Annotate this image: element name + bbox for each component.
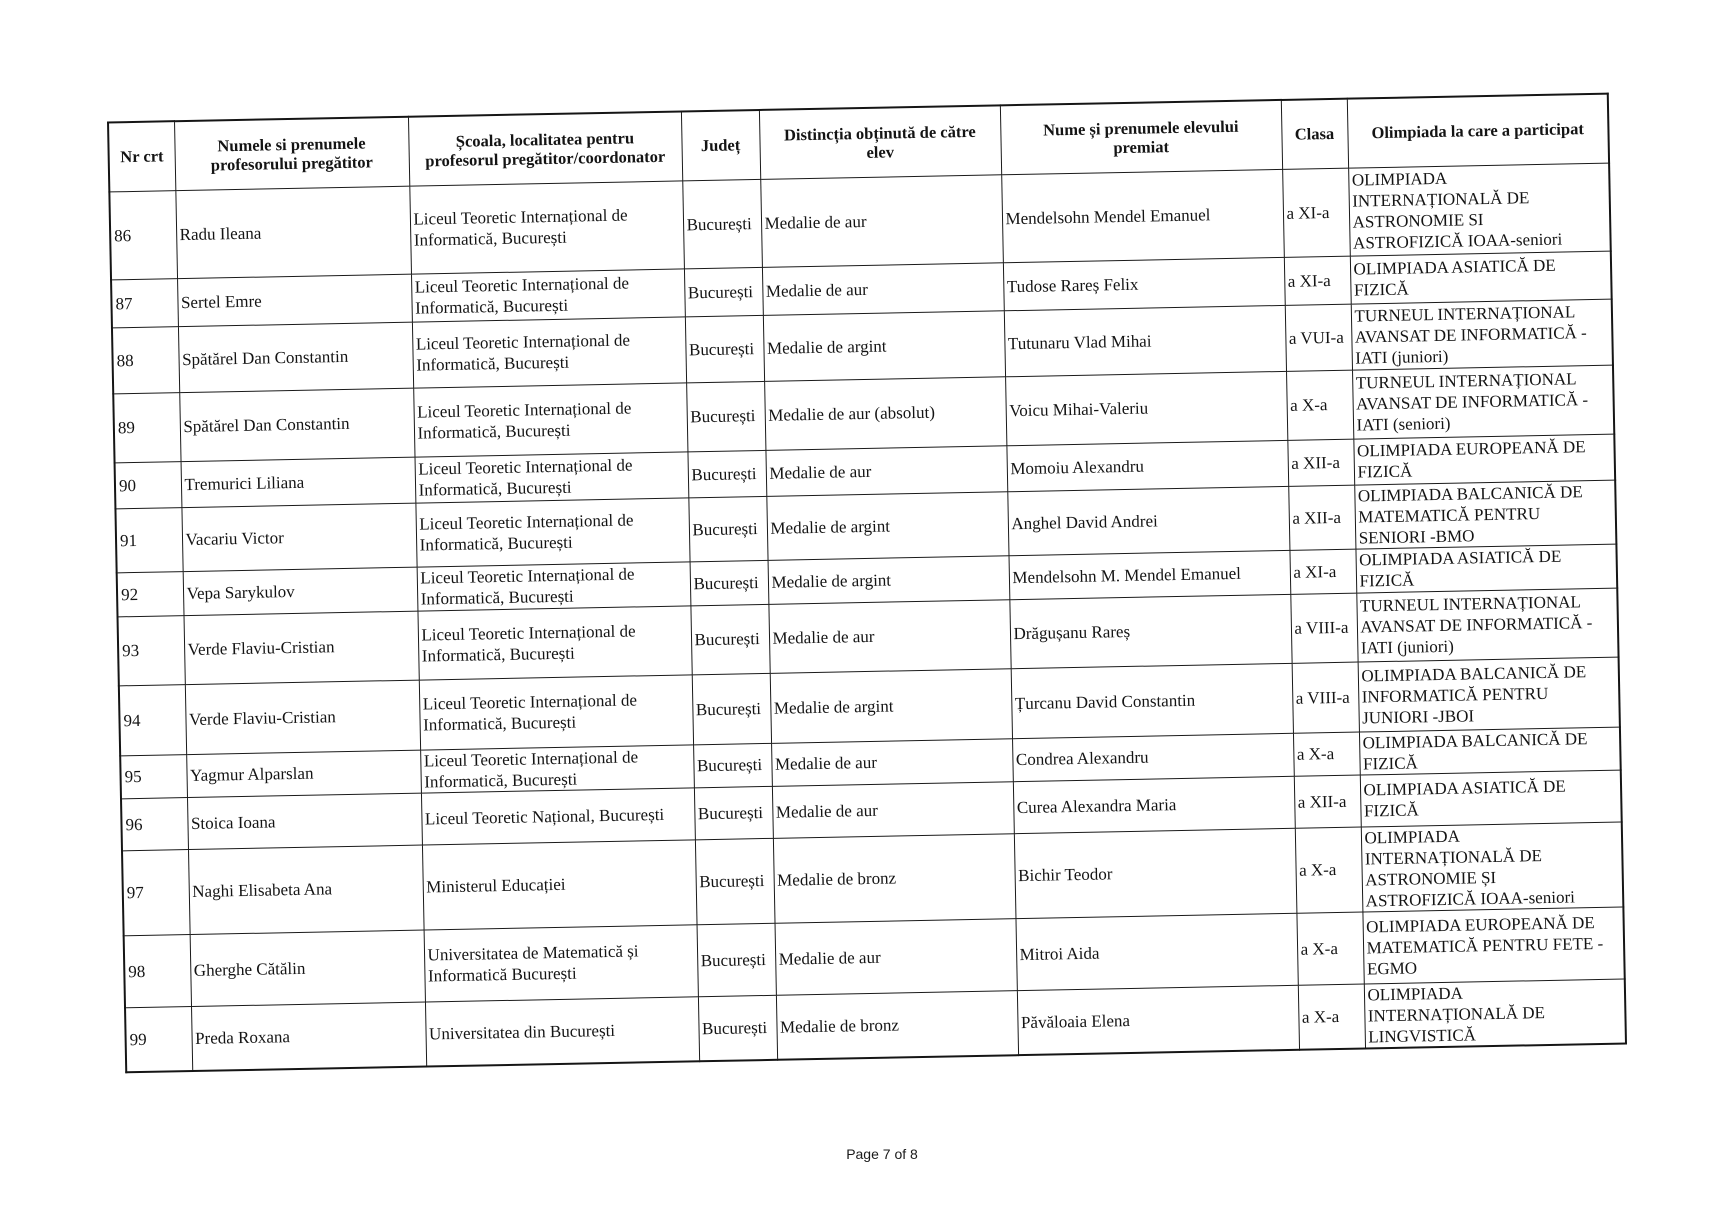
cell-judet: București (692, 673, 771, 744)
cell-elev: Mendelsohn M. Mendel Emanuel (1008, 550, 1290, 599)
cell-judet: București (690, 560, 769, 605)
cell-olimpiada: OLIMPIADA EUROPEANĂ DE MATEMATICĂ PENTRU FETE - EGMO (1362, 907, 1624, 984)
header-scoala: Școala, localitatea pentru profesorul pregătitor/coordonator (408, 111, 682, 185)
table-body (109, 163, 1626, 1072)
cell-distinctie: Medalie de aur (absolut) (764, 376, 1006, 450)
cell-judet: București (693, 743, 772, 787)
cell-nr: 91 (115, 507, 182, 572)
cell-judet: București (685, 315, 764, 382)
cell-nr: 96 (121, 797, 188, 850)
cell-distinctie: Medalie de bronz (773, 833, 1016, 923)
cell-profesor: Radu Ileana (175, 186, 411, 278)
cell-clasa: a X-a (1298, 984, 1365, 1050)
results-table (107, 93, 1627, 1073)
cell-distinctie: Medalie de argint (770, 668, 1012, 743)
cell-clasa: a VIII-a (1292, 662, 1359, 733)
cell-olimpiada: OLIMPIADA BALCANICĂ DE FIZICĂ (1359, 727, 1621, 775)
cell-distinctie: Medalie de argint (768, 555, 1010, 604)
cell-scoala: Liceul Teoretic Național, București (421, 787, 695, 844)
cell-elev: Tutunaru Vlad Mihai (1004, 305, 1286, 376)
cell-olimpiada: OLIMPIADA BALCANICĂ DE MATEMATICĂ PENTRU SENIORI -BMO (1354, 480, 1616, 549)
cell-profesor: Naghi Elisabeta Ana (188, 845, 424, 934)
cell-elev: Anghel David Andrei (1007, 486, 1289, 555)
cell-elev: Condrea Alexandru (1012, 733, 1294, 781)
header-distinctie: Distincția obținută de către elev (759, 105, 1001, 179)
cell-distinctie: Medalie de aur (765, 445, 1007, 496)
cell-profesor: Vepa Sarykulov (183, 567, 418, 615)
cell-profesor: Spătărel Dan Constantin (178, 322, 413, 392)
cell-scoala: Liceul Teoretic Internațional de Informatică, București (415, 497, 689, 566)
cell-clasa: a XI-a (1284, 256, 1351, 305)
header-profesor: Numele si prenumele profesorului pregătitor (174, 117, 409, 190)
header-nr-crt: Nr crt (108, 121, 175, 191)
cell-elev: Tudose Rareș Felix (1003, 257, 1285, 310)
cell-nr: 95 (120, 754, 187, 798)
cell-scoala: Liceul Teoretic Internațional de Informatică, București (420, 744, 694, 792)
cell-scoala: Liceul Teoretic Internațional de Informatică, București (419, 674, 693, 749)
cell-olimpiada: OLIMPIADA EUROPEANĂ DE FIZICĂ (1353, 434, 1615, 485)
cell-profesor: Gherghe Cătălin (190, 930, 425, 1006)
cell-olimpiada: OLIMPIADA BALCANICĂ DE INFORMATICĂ PENTRU JUNIORI -JBOI (1358, 657, 1620, 732)
cell-nr: 92 (117, 571, 184, 616)
cell-clasa: a X-a (1296, 912, 1363, 985)
cell-distinctie: Medalie de aur (771, 738, 1013, 786)
cell-distinctie: Medalie de argint (763, 310, 1005, 381)
cell-profesor: Vacariu Victor (181, 503, 416, 571)
cell-elev: Păvăloaia Elena (1017, 985, 1299, 1055)
cell-judet: București (688, 496, 767, 561)
page-number: Page 7 of 8 (846, 1146, 918, 1162)
cell-scoala: Liceul Teoretic Internațional de Informatică, București (417, 561, 691, 610)
cell-clasa: a XII-a (1288, 485, 1355, 550)
cell-olimpiada: OLIMPIADA ASIATICĂ DE FIZICĂ (1355, 544, 1617, 593)
header-judet: Județ (681, 110, 760, 180)
cell-elev: Țurcanu David Constantin (1011, 663, 1293, 738)
cell-nr: 99 (125, 1006, 192, 1072)
cell-clasa: a XII-a (1294, 775, 1361, 828)
cell-clasa: a XI-a (1289, 549, 1356, 594)
cell-distinctie: Medalie de aur (768, 599, 1010, 673)
cell-profesor: Verde Flaviu-Cristian (183, 611, 418, 684)
cell-nr: 97 (122, 849, 190, 935)
cell-scoala: Liceul Teoretic Internațional de Informatică, București (417, 605, 691, 679)
cell-judet: București (697, 923, 776, 996)
cell-clasa: a VUI-a (1285, 304, 1352, 371)
cell-olimpiada: OLIMPIADA ASIATICĂ DE FIZICĂ (1360, 770, 1622, 827)
cell-olimpiada: TURNEUL INTERNAȚIONAL AVANSAT DE INFORMATICĂ - IATI (juniori) (1351, 299, 1613, 370)
cell-nr: 90 (115, 461, 182, 508)
cell-elev: Mendelsohn Mendel Emanuel (1001, 169, 1284, 262)
cell-profesor: Preda Roxana (191, 1002, 426, 1071)
cell-judet: București (682, 179, 762, 268)
cell-judet: București (687, 450, 766, 497)
cell-elev: Mitroi Aida (1015, 913, 1297, 990)
cell-nr: 98 (124, 934, 191, 1007)
cell-distinctie: Medalie de argint (766, 491, 1008, 560)
header-elev: Nume și prenumele elevului premiat (1000, 100, 1282, 174)
cell-olimpiada: TURNEUL INTERNAȚIONAL AVANSAT DE INFORMATICĂ - IATI (juniori) (1356, 588, 1618, 662)
cell-elev: Bichir Teodor (1014, 828, 1297, 918)
cell-nr: 86 (109, 190, 177, 279)
cell-distinctie: Medalie de aur (775, 918, 1017, 995)
cell-olimpiada: OLIMPIADA INTERNAȚIONALĂ DE LINGVISTICĂ (1364, 979, 1626, 1048)
cell-scoala: Liceul Teoretic Internațional de Informatică, București (411, 268, 685, 321)
cell-profesor: Sertel Emre (177, 274, 412, 326)
cell-scoala: Liceul Teoretic Internațional de Informatică, București (413, 382, 687, 456)
cell-profesor: Yagmur Alparslan (186, 750, 421, 797)
cell-distinctie: Medalie de aur (772, 781, 1014, 838)
cell-olimpiada: OLIMPIADA ASIATICĂ DE FIZICĂ (1350, 251, 1612, 304)
cell-elev: Voicu Mihai-Valeriu (1005, 371, 1287, 445)
cell-scoala: Liceul Teoretic Internațional de Informatică, București (409, 180, 684, 273)
cell-judet: București (698, 995, 777, 1061)
cell-clasa: a XII-a (1287, 439, 1354, 486)
cell-nr: 87 (111, 278, 178, 327)
cell-distinctie: Medalie de bronz (776, 990, 1018, 1059)
cell-scoala: Ministerul Educației (422, 839, 697, 929)
cell-nr: 89 (113, 392, 180, 462)
cell-profesor: Stoica Ioana (187, 793, 422, 849)
cell-judet: București (695, 838, 775, 924)
cell-profesor: Tremurici Liliana (181, 457, 416, 507)
cell-clasa: a VIII-a (1290, 593, 1357, 663)
cell-scoala: Universitatea din București (425, 996, 699, 1066)
cell-clasa: a X-a (1293, 732, 1360, 776)
cell-profesor: Spătărel Dan Constantin (179, 388, 414, 461)
cell-clasa: a X-a (1286, 370, 1353, 440)
cell-distinctie: Medalie de aur (760, 174, 1003, 267)
cell-elev: Momoiu Alexandru (1006, 440, 1288, 491)
cell-nr: 88 (112, 326, 179, 393)
header-olimpiada: Olimpiada la care a participat (1347, 94, 1609, 168)
header-clasa: Clasa (1281, 99, 1348, 169)
cell-judet: București (694, 786, 773, 839)
cell-nr: 93 (118, 615, 185, 685)
cell-judet: București (686, 381, 765, 451)
cell-olimpiada: OLIMPIADA INTERNAȚIONALĂ DE ASTRONOMIE ȘI ASTROFIZICĂ IOAA-seniori (1361, 822, 1624, 912)
cell-scoala: Liceul Teoretic Internațional de Informatică, București (412, 316, 686, 387)
cell-judet: București (690, 604, 769, 674)
cell-nr: 94 (119, 684, 186, 755)
cell-elev: Drăgușanu Rareș (1009, 594, 1291, 668)
cell-scoala: Universitatea de Matematică și Informatică București (424, 924, 698, 1001)
cell-olimpiada: TURNEUL INTERNAȚIONAL AVANSAT DE INFORMATICĂ - IATI (seniori) (1352, 365, 1614, 439)
cell-judet: București (684, 267, 763, 316)
cell-olimpiada: OLIMPIADA INTERNAȚIONALĂ DE ASTRONOMIE SI ASTROFIZICĂ IOAA-seniori (1348, 163, 1611, 256)
document-sheet (107, 93, 1625, 1073)
cell-clasa: a X-a (1295, 827, 1363, 913)
cell-distinctie: Medalie de aur (762, 262, 1004, 315)
cell-clasa: a XI-a (1282, 168, 1350, 257)
cell-elev: Curea Alexandra Maria (1013, 776, 1295, 833)
cell-scoala: Liceul Teoretic Internațional de Informatică, București (414, 451, 688, 502)
cell-profesor: Verde Flaviu-Cristian (185, 680, 420, 754)
